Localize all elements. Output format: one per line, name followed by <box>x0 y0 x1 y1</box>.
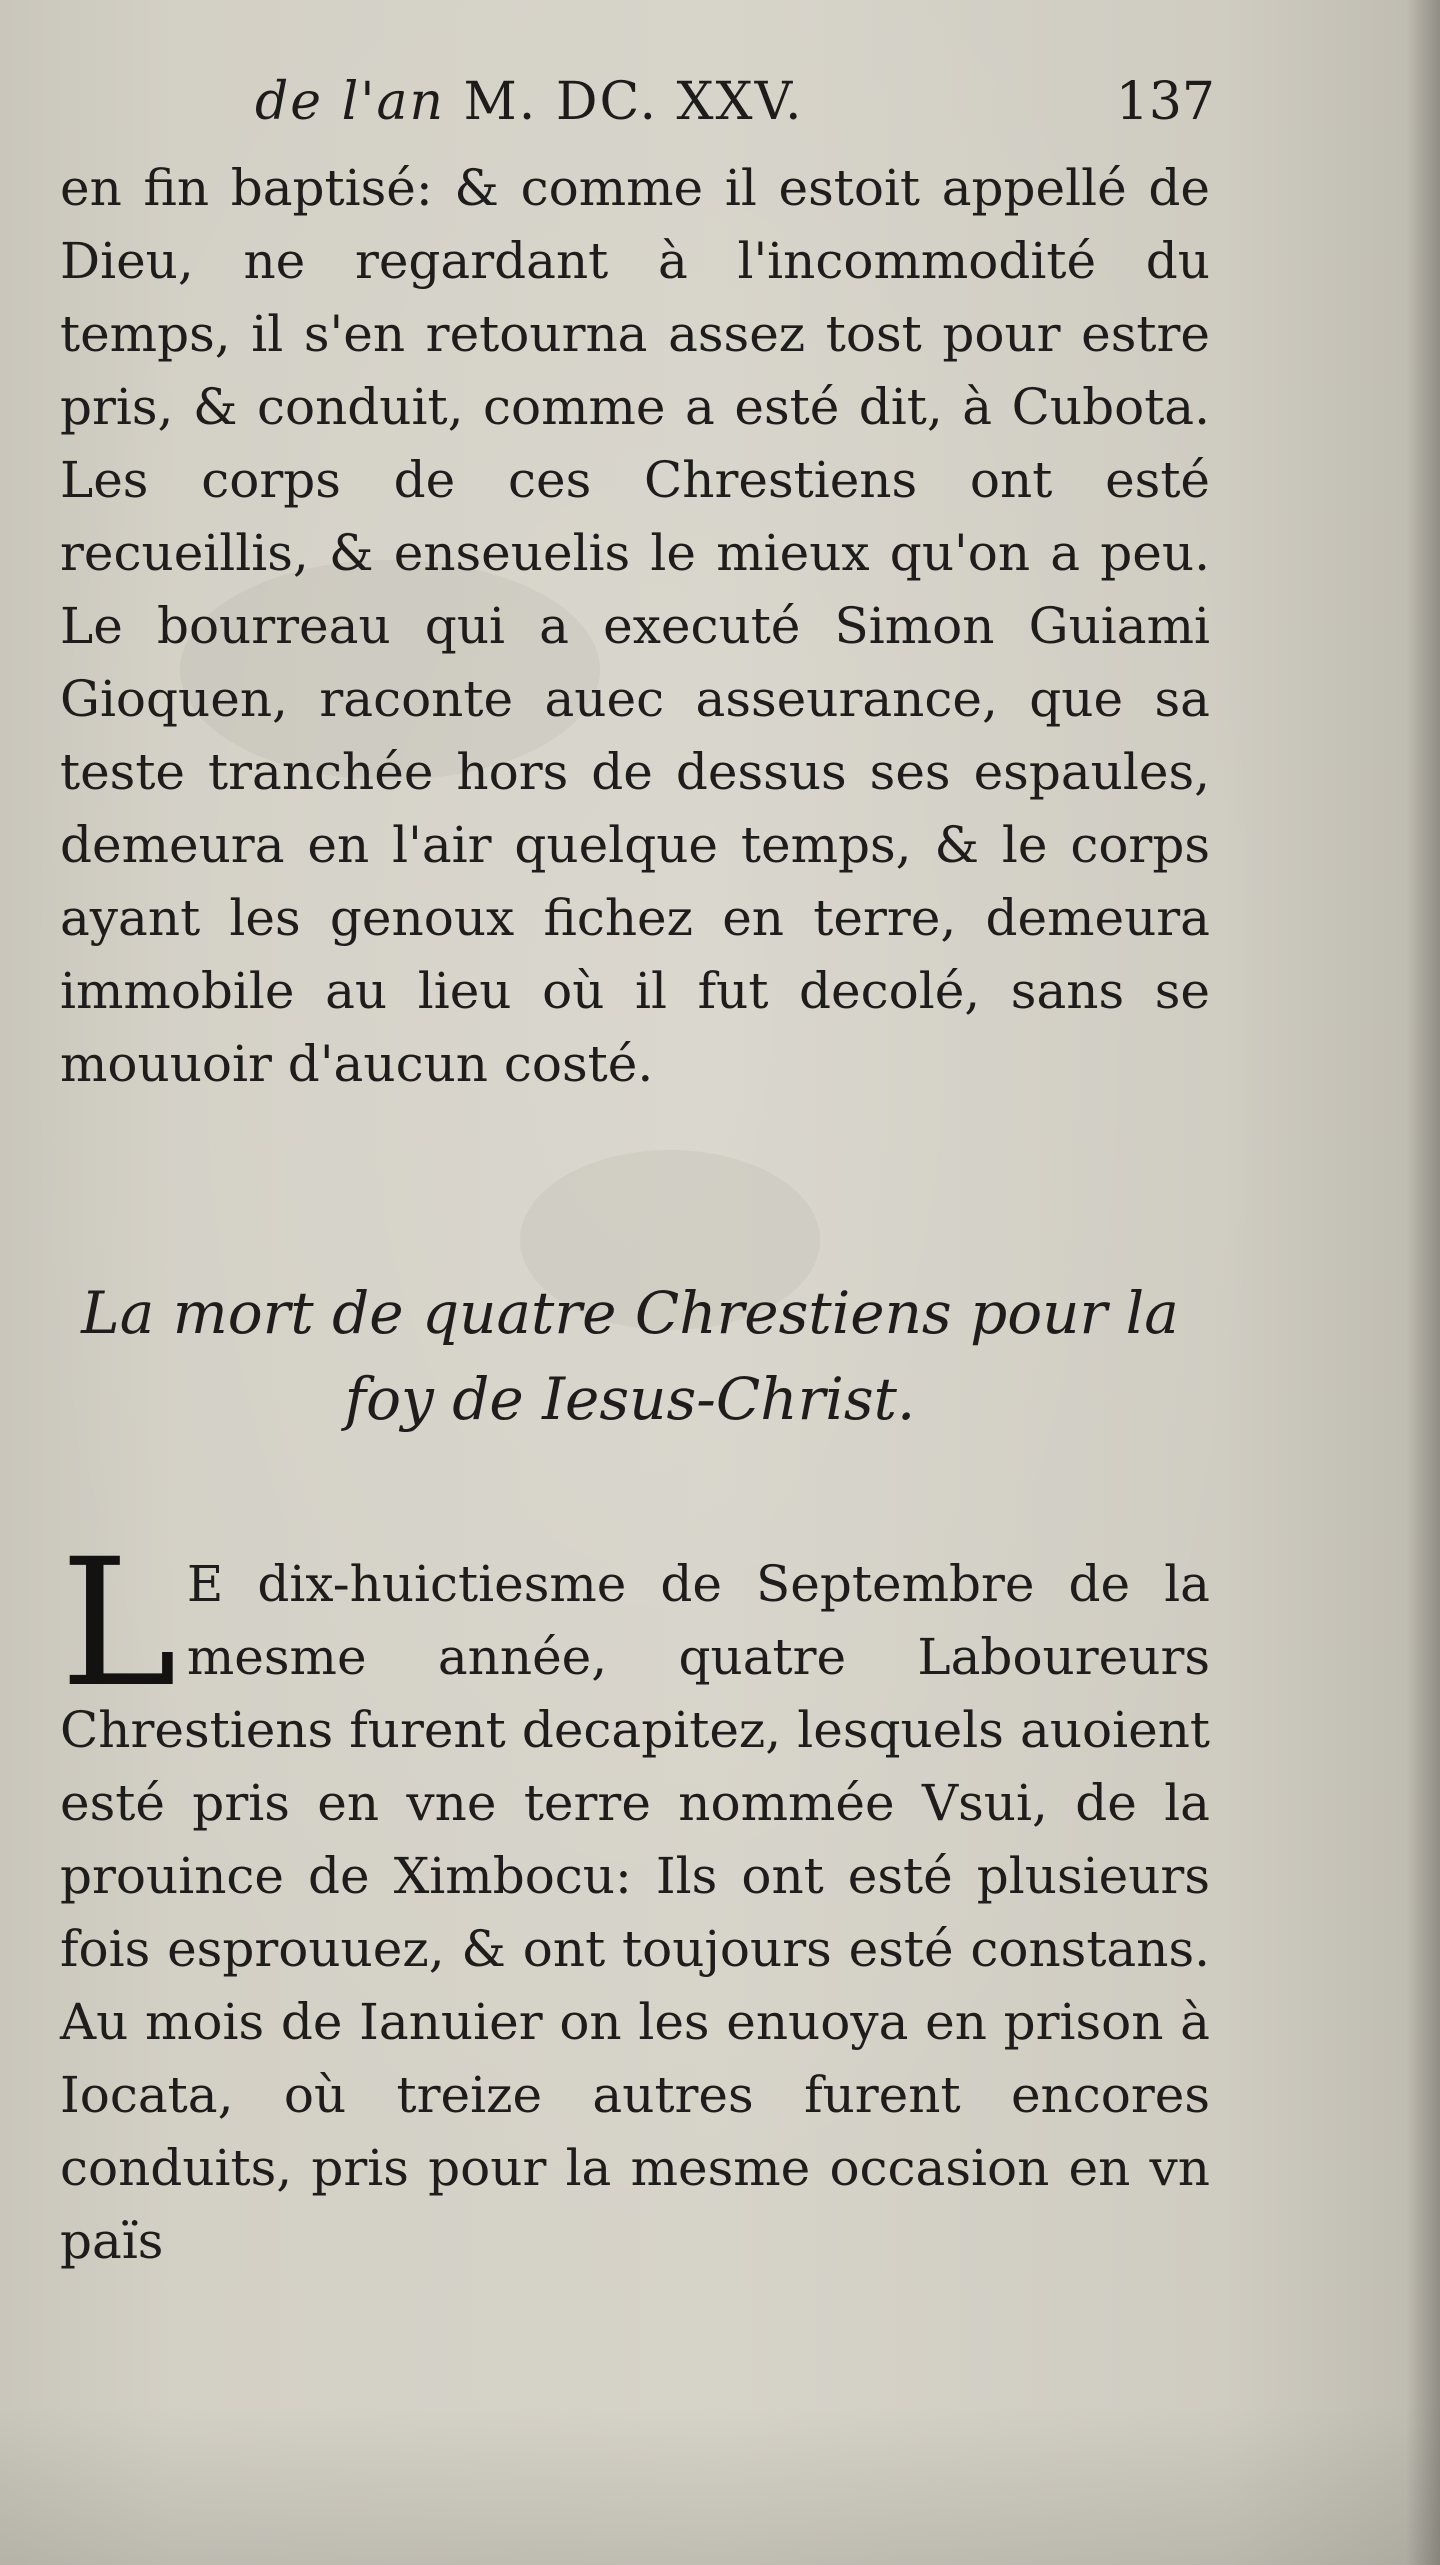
paragraph-new <box>60 1521 1210 2278</box>
running-title-italic: de l'an <box>255 72 446 132</box>
running-title <box>255 72 804 132</box>
section-heading-line-2: foy de Iesus-Christ. <box>344 1365 916 1433</box>
paragraph-text: en fin baptisé: & comme il estoit appellé de Dieu, ne regardant à l'incommodité du temps, il s'en retourna assez tost pour estre pris, & conduit, comme a esté dit, à Cubota. Les corps de ces Chrestiens ont esté recueillis, & enseuelis le mieux qu'on a peu. Le bourreau qui a executé Simon Guiami Gioquen, raconte auec asseurance, que sa teste tranchée hors de dessus ses espaules, demeura en l'air quelque temps, & le corps ayant les genoux fichez en terre, demeura immobile au lieu où il fut decolé, sans se mouuoir d'aucun costé. <box>60 159 1210 1093</box>
running-title-year: M. DC. XXV. <box>463 72 804 132</box>
drop-cap: L <box>60 1521 177 1726</box>
section-heading <box>55 1270 1205 1442</box>
paragraph-continued <box>60 152 1210 1101</box>
page-number: 137 <box>1115 72 1215 132</box>
page-header <box>255 72 1215 142</box>
page-edge-shadow <box>1406 0 1440 2565</box>
paragraph-text: E dix-huictiesme de Septembre de la mesme année, quatre Laboureurs Chrestiens furent decapitez, lesquels auoient esté pris en vne terre nommée Vsui, de la prouince de Ximbocu: Ils ont esté plusieurs fois esprouuez, & ont toujours esté constans. Au mois de Ianuier on les enuoya en prison à Iocata, où treize autres furent encores conduits, pris pour la mesme occasion en vn païs <box>60 1555 1210 2270</box>
page-bottom-shadow <box>0 2405 1440 2565</box>
section-heading-line-1: La mort de quatre Chrestiens pour la <box>81 1279 1179 1347</box>
